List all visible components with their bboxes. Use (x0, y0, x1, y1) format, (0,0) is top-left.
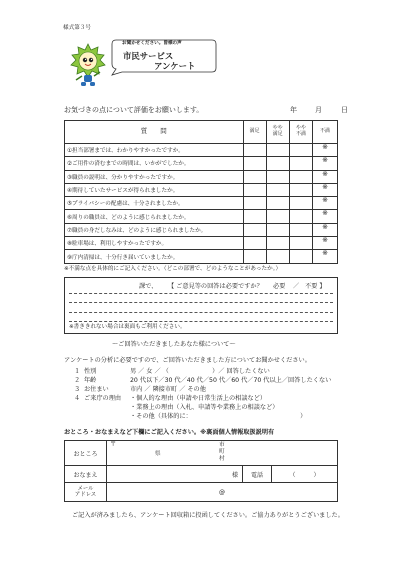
rating-cell-dissatisfied[interactable] (313, 197, 338, 210)
rating-cell-dissatisfied[interactable] (313, 183, 338, 196)
question-row (65, 183, 338, 196)
phone-label: 電話 (243, 466, 272, 483)
contact-table (64, 440, 338, 502)
phone-field[interactable]: （ ） (272, 466, 338, 483)
about-item-options: ・業務上の理由（入札、申請等や業務上の相談など） (130, 404, 279, 411)
about-intro-text: アンケートの分析に必要ですので、ご回答いただきました方についてお聞かせください。 (64, 357, 311, 364)
form-number: 様式第３号 (63, 25, 91, 31)
writing-line (69, 321, 333, 322)
at-mark: @ (219, 488, 225, 496)
closing-text: ご記入が済みましたら、アンケート回収箱に投函してください。ご協力ありがとうございました。 (72, 512, 344, 519)
rating-cell-somewhat-satisfied[interactable] (266, 170, 289, 183)
question-text: ⑥周りの職員は、どのように感じられましたか。 (65, 210, 244, 223)
question-text: ⑧駐車場は、利用しやすかったですか。 (65, 237, 244, 250)
question-text: ③職員の説明は、分かりやすかったですか。 (65, 170, 244, 183)
about-item-label: お住まい (84, 386, 109, 393)
rating-cell-dissatisfied[interactable] (313, 157, 338, 170)
rating-cell-satisfied[interactable] (243, 170, 266, 183)
contact-heading: おところ・おなまえなど下欄にご記入ください。※裏面個人情報取扱説明有 (64, 429, 275, 436)
about-item-options: ・その他（具体的に： ） (130, 413, 307, 420)
rating-cell-somewhat-dissatisfied[interactable] (289, 250, 312, 263)
about-you-heading: 〜ご回答いただきましたあなた様について〜 (112, 341, 236, 348)
prefecture-suffix: 県 (155, 451, 161, 457)
rating-cell-somewhat-dissatisfied[interactable] (289, 223, 312, 236)
rating-cell-somewhat-satisfied[interactable] (266, 237, 289, 250)
name-field[interactable] (107, 466, 243, 483)
reply-separator: ／ (293, 283, 300, 290)
rating-table (64, 120, 338, 264)
rating-cell-dissatisfied[interactable] (313, 210, 338, 223)
question-text: ④期待していたサービスが得られましたか。 (65, 183, 244, 196)
rating-cell-satisfied[interactable] (243, 157, 266, 170)
reply-yes-option[interactable]: 必要 (273, 283, 286, 290)
question-text: ②ご用件の済むまでの時間は、いかがでしたか。 (65, 157, 244, 170)
about-item-options: 20 代以下／30 代／40 代／50 代／60 代／70 代以上／回答したくない (130, 377, 332, 384)
bubble-title-line2: アンケート (154, 61, 196, 71)
date-year-label: 年 (290, 106, 297, 114)
dept-suffix: 課で、 (139, 283, 158, 290)
rating-cell-somewhat-satisfied[interactable] (266, 210, 289, 223)
date-month-label: 月 (315, 106, 322, 114)
rating-cell-somewhat-dissatisfied[interactable] (289, 197, 312, 210)
question-text: ①担当部署までは、わかりやすかったですか。 (65, 144, 244, 157)
reply-no-option[interactable]: 不要 】 (305, 283, 326, 290)
col-satisfied: 満足 (243, 121, 266, 144)
question-row (65, 197, 338, 210)
name-label: おなまえ (65, 466, 107, 483)
rating-cell-somewhat-satisfied[interactable] (266, 250, 289, 263)
question-row (65, 157, 338, 170)
note-mark: ※ (322, 169, 328, 178)
question-row (65, 250, 338, 263)
about-item-options: ・個人的な理由（申請や日常生活上の相談など） (130, 395, 267, 402)
reply-question: 【 ご意見等の回答は必要ですか？ (168, 283, 263, 290)
about-item-number: １ (74, 368, 81, 375)
rating-cell-dissatisfied[interactable] (313, 250, 338, 263)
question-text: ⑦職員の身だしなみは、どのように感じられましたか。 (65, 223, 244, 236)
bubble-title-line1: 市民サービス (123, 51, 174, 61)
question-row (65, 170, 338, 183)
bubble-subtitle: お聞かせください。皆様の声 (122, 41, 182, 46)
rating-cell-somewhat-dissatisfied[interactable] (289, 237, 312, 250)
writing-line (69, 293, 333, 294)
rating-cell-satisfied[interactable] (243, 223, 266, 236)
note-mark: ※ (322, 196, 328, 205)
rating-cell-somewhat-dissatisfied[interactable] (289, 144, 312, 157)
about-item-label: ご来庁の理由 (84, 395, 122, 402)
address-field[interactable] (107, 441, 338, 466)
rating-cell-somewhat-satisfied[interactable] (266, 223, 289, 236)
rating-cell-satisfied[interactable] (243, 183, 266, 196)
rating-cell-satisfied[interactable] (243, 197, 266, 210)
rating-cell-somewhat-satisfied[interactable] (266, 157, 289, 170)
address-label: おところ (65, 441, 107, 466)
writing-line (69, 302, 333, 303)
question-text: ⑤プライバシーの配慮は、十分されましたか。 (65, 197, 244, 210)
col-dissatisfied: 不満 (313, 121, 338, 144)
comment-box[interactable] (64, 277, 338, 334)
note-mark: ※ (322, 143, 328, 151)
rating-cell-somewhat-dissatisfied[interactable] (289, 170, 312, 183)
col-somewhat-dissatisfied: やや不満 (289, 121, 312, 144)
rating-cell-somewhat-dissatisfied[interactable] (289, 210, 312, 223)
rating-cell-somewhat-satisfied[interactable] (266, 183, 289, 196)
rating-cell-satisfied[interactable] (243, 250, 266, 263)
date-day-label: 日 (341, 106, 348, 114)
note-mark: ※ (322, 182, 328, 191)
question-row (65, 237, 338, 250)
town-suffix: 町 (219, 449, 225, 455)
rating-cell-satisfied[interactable] (243, 144, 266, 157)
postal-mark: 〒 (110, 441, 117, 448)
writing-line (69, 312, 333, 313)
question-header: 質 問 (65, 121, 244, 144)
about-item-number: ３ (74, 386, 81, 393)
question-text: ⑨庁内清掃は、十分行き届いていましたか。 (65, 250, 244, 263)
rating-cell-dissatisfied[interactable] (313, 144, 338, 157)
rating-cell-somewhat-dissatisfied[interactable] (289, 183, 312, 196)
email-label: メール アドレス (65, 483, 107, 502)
about-item-number: ４ (74, 395, 81, 402)
village-suffix: 村 (219, 456, 225, 462)
note-mark: ※ (322, 236, 328, 245)
rating-cell-somewhat-dissatisfied[interactable] (289, 157, 312, 170)
about-item-label: 年齢 (84, 377, 97, 384)
note-mark: ※ (322, 222, 328, 231)
question-row (65, 210, 338, 223)
rating-cell-dissatisfied[interactable] (313, 223, 338, 236)
rating-cell-satisfied[interactable] (243, 210, 266, 223)
question-row (65, 144, 338, 157)
intro-text: お気づきの点について評価をお願いします。 (64, 106, 204, 114)
mascot-character-icon (66, 40, 110, 88)
question-row (65, 223, 338, 236)
col-somewhat-satisfied: やや満足 (266, 121, 289, 144)
rating-cell-dissatisfied[interactable] (313, 237, 338, 250)
comment-footer-note: ※書ききれない場合は裏面もご利用ください。 (69, 324, 186, 330)
about-item-options: 市内 ／ 隣接市町 ／ その他 (130, 386, 206, 393)
rating-cell-somewhat-satisfied[interactable] (266, 197, 289, 210)
email-field[interactable] (107, 483, 338, 502)
note-mark: ※ (322, 156, 328, 165)
note-mark: ※ (322, 209, 328, 218)
rating-cell-somewhat-satisfied[interactable] (266, 144, 289, 157)
honorific: 様 (231, 471, 238, 479)
rating-cell-dissatisfied[interactable] (313, 170, 338, 183)
note-mark: ※ (322, 249, 328, 258)
rating-cell-satisfied[interactable] (243, 237, 266, 250)
about-item-options: 男 ／ 女 ／ （ ）／ 回答したくない (130, 368, 270, 375)
city-suffix: 市 (219, 442, 225, 448)
about-item-label: 性別 (84, 368, 97, 375)
rating-footnote: ※不満な点を具体的にご記入ください。（どこの部署で、どのようなことがあったか。） (64, 266, 282, 272)
about-item-number: ２ (74, 377, 81, 384)
